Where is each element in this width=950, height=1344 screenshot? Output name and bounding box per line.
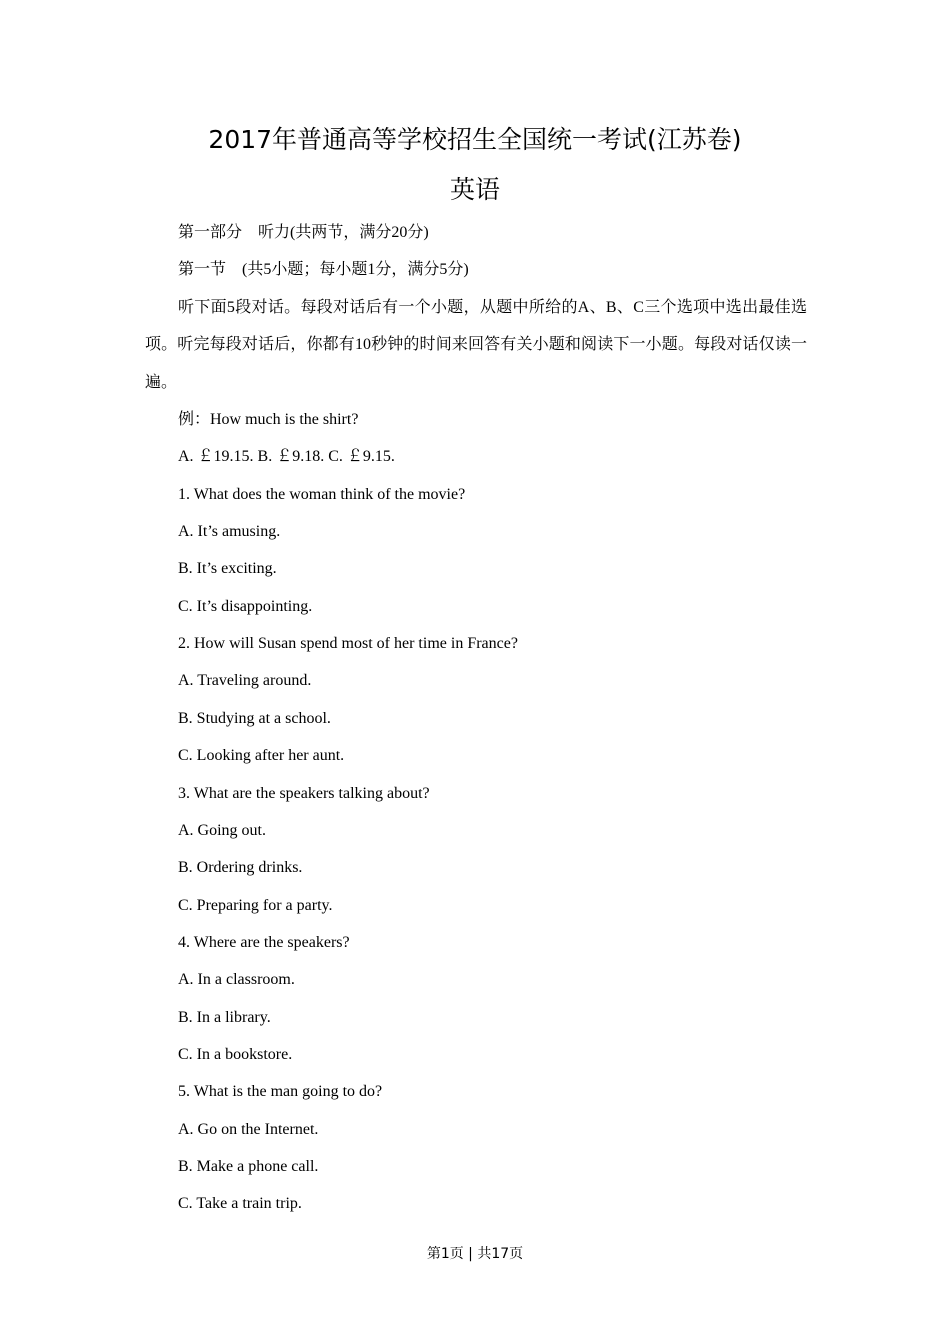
part-heading: 第一部分 听力(共两节，满分20分) — [178, 224, 429, 241]
question-5-option-b: B. Make a phone call. — [178, 1158, 319, 1175]
question-4: 4. Where are the speakers? — [178, 934, 350, 951]
question-2-option-a: A. Traveling around. — [178, 672, 312, 689]
question-4-option-a: A. In a classroom. — [178, 971, 295, 988]
question-2-option-c: C. Looking after her aunt. — [178, 747, 345, 764]
question-3-option-a: A. Going out. — [178, 822, 266, 839]
question-3: 3. What are the speakers talking about? — [178, 785, 430, 802]
question-2-option-b: B. Studying at a school. — [178, 710, 331, 727]
section-heading: 第一节 (共5小题；每小题1分，满分5分) — [178, 261, 469, 278]
question-4-option-c: C. In a bookstore. — [178, 1046, 293, 1063]
subject-title: 英语 — [449, 175, 500, 204]
question-1-option-b: B. It’s exciting. — [178, 560, 277, 577]
question-5-option-a: A. Go on the Internet. — [178, 1121, 319, 1138]
example-question: 例：How much is the shirt? — [178, 411, 359, 428]
question-1-option-a: A. It’s amusing. — [178, 523, 281, 540]
exam-title: 2017年普通高等学校招生全国统一考试(江苏卷) — [208, 125, 742, 154]
question-1-option-c: C. It’s disappointing. — [178, 598, 313, 615]
question-1: 1. What does the woman think of the movie? — [178, 486, 466, 503]
question-5-option-c: C. Take a train trip. — [178, 1195, 302, 1212]
question-4-option-b: B. In a library. — [178, 1009, 271, 1026]
page-footer: 第1页 | 共17页 — [426, 1246, 524, 1262]
question-3-option-c: C. Preparing for a party. — [178, 897, 333, 914]
instructions-paragraph: 听下面5段对话。每段对话后有一个小题，从题中所给的A、B、C三个选项中选出最佳选项。听完每段对话后，你都有10秒钟的时间来回答有关小题和阅读下一小题。每段对话仅读一遍。 — [145, 299, 807, 391]
question-5: 5. What is the man going to do? — [178, 1083, 383, 1100]
question-3-option-b: B. Ordering drinks. — [178, 859, 303, 876]
question-2: 2. How will Susan spend most of her time in France? — [178, 635, 518, 652]
example-options: A. ￡19.15. B. ￡9.18. C. ￡9.15. — [178, 448, 395, 465]
